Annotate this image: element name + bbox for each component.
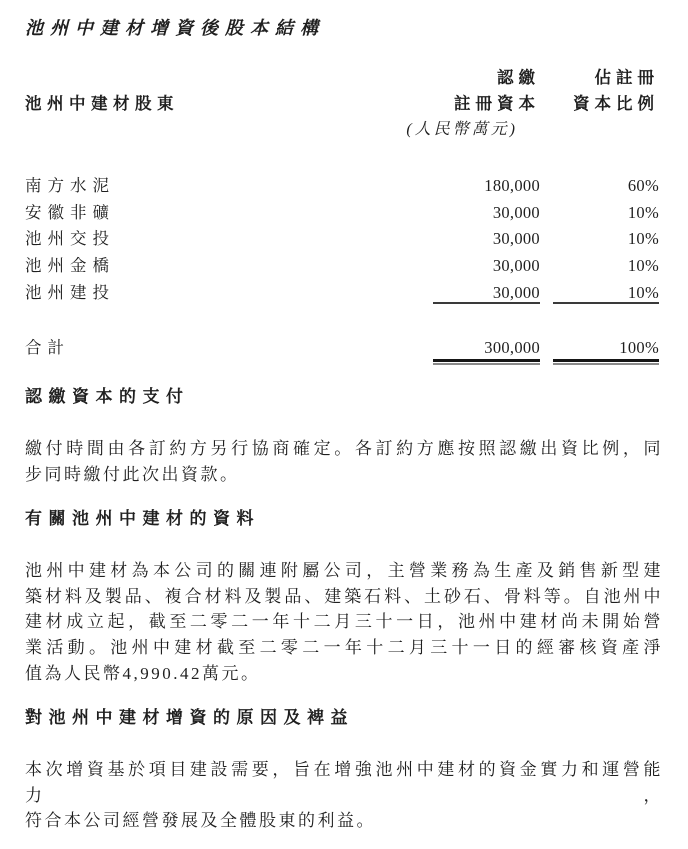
capital-value: 30,000 <box>492 282 540 302</box>
table-row <box>25 253 663 280</box>
section-heading: 對池州中建材增資的原因及裨益 <box>25 708 354 728</box>
section-information-on-chizhou-cnbm <box>25 506 663 686</box>
share-capital-table <box>25 65 663 365</box>
section-heading: 有關池州中建材的資料 <box>25 509 260 529</box>
ratio-value: 10% <box>627 229 659 249</box>
single-rule <box>433 302 540 304</box>
paragraph-line: 業活動。池州中建材截至二零二一年十二月三十一日的經審核資產淨 <box>25 637 663 657</box>
paragraph-line: 符合本公司經營發展及全體股東的利益。 <box>25 811 376 831</box>
paragraph-line: 值為人民幣4,990.42萬元。 <box>25 663 261 683</box>
col-capital-ratio-header-line1: 佔註冊 <box>594 68 659 87</box>
shareholder-name: 安徽非礦 <box>25 202 115 222</box>
ratio-value: 10% <box>627 202 659 222</box>
paragraph-line: 建材成立起，截至二零二一年十二月三十一日，池州中建材尚未開始營 <box>25 612 663 632</box>
capital-value: 30,000 <box>492 229 540 249</box>
table-header-row-1 <box>25 65 663 91</box>
paragraph-line: 繳付時間由各訂約方另行協商確定。各訂約方應按照認繳出資比例，同 <box>25 438 663 458</box>
paragraph-line: 本次增資基於項目建設需要，旨在增強池州中建材的資金實力和運營能力， <box>25 760 663 805</box>
page-title: 池州中建材增資後股本結構 <box>25 18 325 38</box>
paragraph-line: 步同時繳付此次出資款。 <box>25 464 240 484</box>
double-rule <box>433 359 540 362</box>
capital-value: 30,000 <box>492 202 540 222</box>
total-label: 合計 <box>25 338 70 358</box>
total-capital-value: 300,000 <box>484 338 540 358</box>
col-shareholder-header: 池州中建材股東 <box>25 94 179 113</box>
shareholder-name: 池州交投 <box>25 229 115 249</box>
col-capital-ratio-header-line2: 資本比例 <box>573 94 659 113</box>
col-subscribed-capital-header-line2: 註冊資本 <box>454 94 540 113</box>
single-rule <box>553 302 659 304</box>
paragraph <box>25 558 663 686</box>
table-unit-row <box>25 117 663 143</box>
table-row <box>25 200 663 227</box>
paragraph <box>25 757 663 834</box>
table-row <box>25 173 663 200</box>
shareholder-name: 池州金橋 <box>25 256 115 276</box>
shareholder-name: 南方水泥 <box>25 176 115 195</box>
capital-value: 30,000 <box>492 256 540 276</box>
table-header-row-2 <box>25 91 663 117</box>
ratio-value: 10% <box>627 282 659 302</box>
col-subscribed-capital-header-line1: 認繳 <box>497 68 540 87</box>
capital-value: 180,000 <box>484 176 540 195</box>
total-ratio-value: 100% <box>619 338 659 358</box>
paragraph-line: 築材料及製品、複合材料及製品、建築石料、土砂石、骨料等。自池州中 <box>25 586 663 606</box>
ratio-value: 60% <box>627 176 659 195</box>
table-total-row <box>25 335 663 361</box>
header-body-spacer <box>25 143 663 173</box>
paragraph <box>25 436 663 487</box>
section-heading: 認繳資本的支付 <box>25 386 190 406</box>
section-payment-of-subscribed-capital <box>25 384 663 487</box>
currency-unit-label: (人民幣萬元) <box>406 121 518 138</box>
paragraph-line: 池州中建材為本公司的關連附屬公司，主營業務為生產及銷售新型建 <box>25 561 663 581</box>
section-reasons-and-benefits <box>25 705 663 834</box>
shareholder-name: 池州建投 <box>25 282 115 302</box>
table-row <box>25 226 663 253</box>
double-rule <box>553 359 659 362</box>
ratio-value: 10% <box>627 256 659 276</box>
